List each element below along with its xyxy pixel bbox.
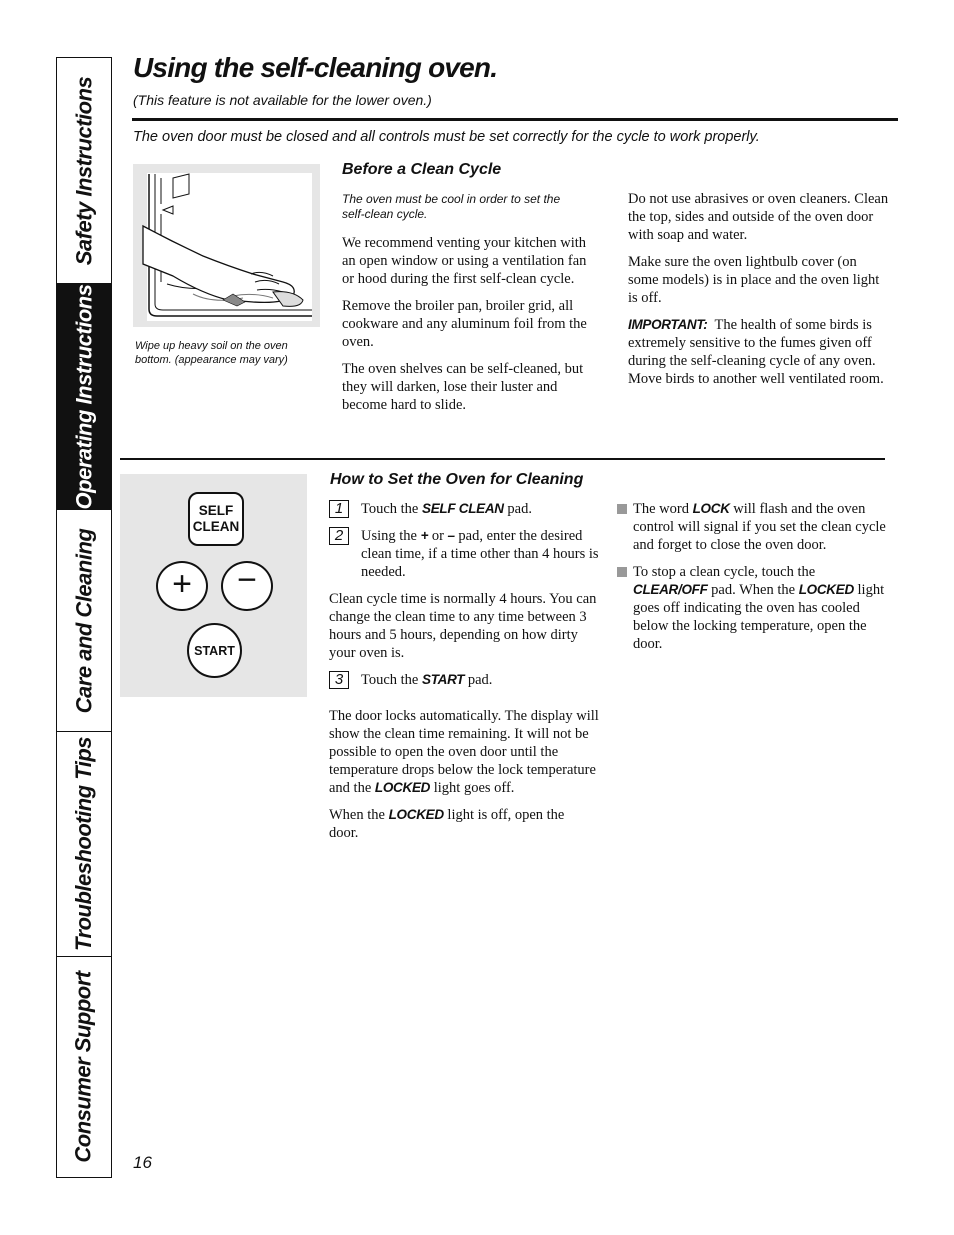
- lightbulb-paragraph: Make sure the oven lightbulb cover (on some models) is in place and the oven light is off.: [628, 254, 880, 306]
- step-number: 1: [329, 500, 349, 518]
- howto-column-2: [617, 500, 889, 653]
- page-title: Using the self-cleaning oven.: [133, 52, 498, 83]
- control-panel-illustration: [120, 474, 307, 697]
- tab-operating-instructions[interactable]: Operating Instructions: [57, 284, 111, 510]
- section-divider: [120, 458, 885, 460]
- important-label: IMPORTANT:: [628, 317, 708, 332]
- self-clean-pad[interactable]: SELF CLEAN: [188, 492, 244, 546]
- tab-consumer-support[interactable]: Consumer Support: [71, 971, 97, 1163]
- intro-text: The oven door must be closed and all controls must be set correctly for the cycle to work properly.: [133, 129, 760, 145]
- step-1: 1 Touch the SELF CLEAN pad.: [329, 500, 601, 518]
- howto-column-1: [329, 500, 601, 842]
- tab-safety-instructions[interactable]: Safety Instructions: [57, 58, 111, 284]
- start-pad[interactable]: START: [187, 623, 242, 678]
- door-locks-paragraph: The door locks automatically. The display will show the clean time remaining. It will not be possible to open the oven door until the temperature drops below the lock temperature and the LOCKED light goes off.: [329, 708, 599, 796]
- no-abrasives-paragraph: Do not use abrasives or oven cleaners. Clean the top, sides and outside of the oven door with soap and water.: [628, 191, 889, 243]
- before-column-2: [628, 190, 890, 388]
- bullet-lock-flash: The word LOCK will flash and the oven control will signal if you set the clean cycle and forget to close the oven door.: [617, 500, 889, 554]
- minus-pad[interactable]: −: [221, 561, 273, 611]
- step-number: 2: [329, 527, 349, 545]
- vent-paragraph: We recommend venting your kitchen with an open window or using a ventilation fan or hood during the first self-clean cycle.: [342, 235, 587, 287]
- bullet-square-icon: [617, 504, 627, 514]
- step-number: 3: [329, 671, 349, 689]
- remove-cookware-paragraph: Remove the broiler pan, broiler grid, all cookware and any aluminum foil from the oven.: [342, 298, 587, 350]
- oven-wipe-illustration: [133, 164, 320, 327]
- important-paragraph: IMPORTANT: The health of some birds is extremely sensitive to the fumes given off during the self-cleaning cycle of any oven. Move birds to another well ventilated room.: [628, 317, 884, 387]
- cool-oven-note: The oven must be cool in order to set the self-clean cycle.: [342, 192, 561, 221]
- illustration-caption: Wipe up heavy soil on the oven bottom. (appearance may vary): [135, 340, 288, 366]
- cycle-time-paragraph: Clean cycle time is normally 4 hours. You can change the clean time to any time between 3 hours and 5 hours, depending on how dirty your oven is.: [329, 591, 597, 661]
- bullet-stop-cycle: To stop a clean cycle, touch the CLEAR/OFF pad. When the LOCKED light goes off indicating the oven has cooled below the locking temperature, open the door.: [617, 563, 889, 653]
- howto-heading: How to Set the Oven for Cleaning: [330, 471, 584, 488]
- tab-troubleshooting-tips[interactable]: Troubleshooting Tips: [57, 732, 111, 957]
- header-rule: [132, 118, 898, 121]
- step-3: 3 Touch the START pad.: [329, 671, 601, 689]
- before-heading: Before a Clean Cycle: [342, 161, 502, 178]
- step-2: 2 Using the + or – pad, enter the desired clean time, if a time other than 4 hours is needed.: [329, 527, 601, 581]
- tab-care-and-cleaning[interactable]: Care and Cleaning: [57, 510, 111, 732]
- section-tabs: [56, 57, 112, 1178]
- page-subtitle: (This feature is not available for the lower oven.): [133, 92, 432, 108]
- bullet-square-icon: [617, 567, 627, 577]
- open-door-paragraph: When the LOCKED light is off, open the door.: [329, 807, 565, 841]
- page-number: 16: [133, 1153, 152, 1172]
- oven-interior-drawing: [133, 164, 320, 327]
- shelves-paragraph: The oven shelves can be self-cleaned, but they will darken, lose their luster and become hard to slide.: [342, 361, 584, 413]
- plus-pad[interactable]: +: [156, 561, 208, 611]
- before-column-1: [342, 192, 590, 414]
